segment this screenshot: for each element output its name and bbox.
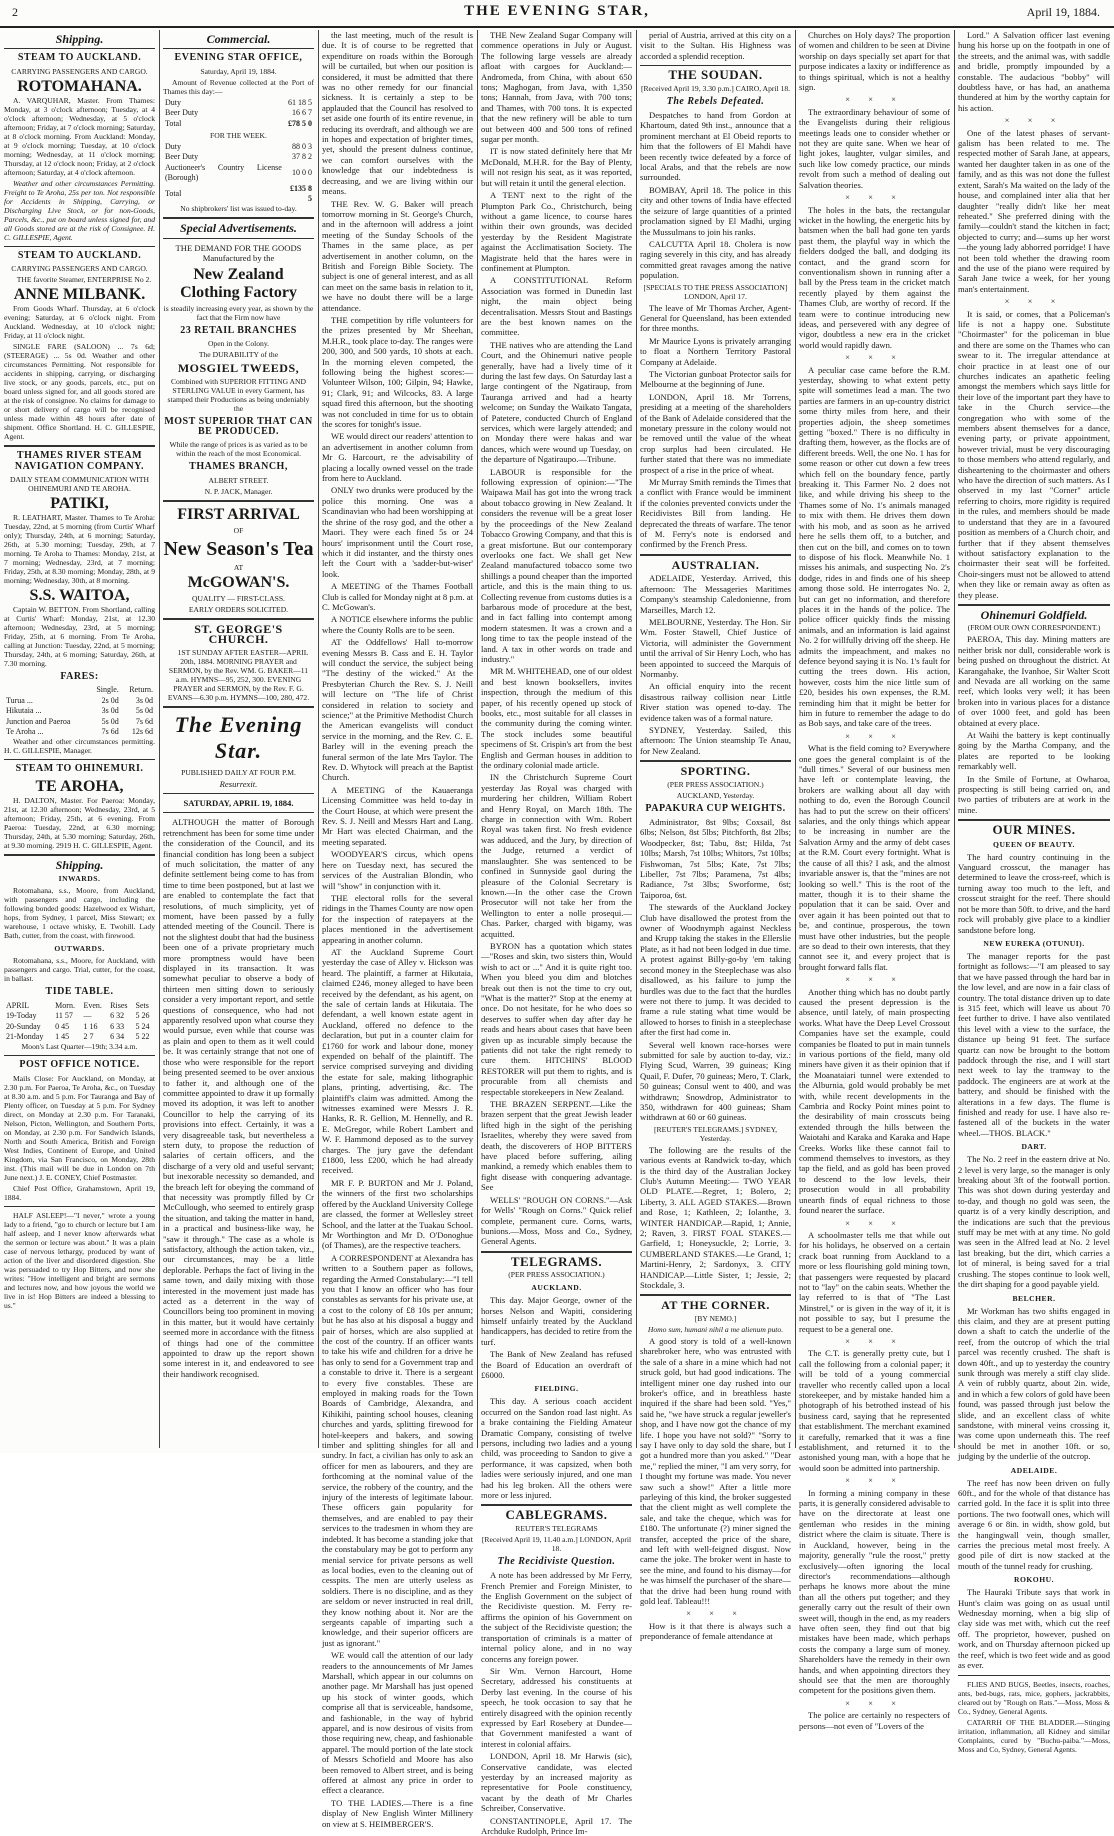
news-paragraph: ADELAIDE, Yesterday. Arrived, this afternoon: The Messageries Maritimes Company's steamship Caledonienne, from Marseilles, March 12. bbox=[640, 573, 791, 615]
story-heading: PAPAKURA CUP WEIGHTS. bbox=[645, 802, 786, 814]
ad-title: New Zealand Clothing Factory bbox=[180, 265, 297, 301]
advertisement: HALF ASLEEP!—"I never," wrote a young lady to a friend, "go to church or lecture but I am half asleep, and I never know afterwards what the sermon or lecture was about." It was a plain case of nervous lethargy, produced by want of action of the liver and disordered digestion. She was persuaded to try Hop Bitters, and now she writes: "How intelligent and bright are sermons and lectures now, and how joyous the world we live in is! Hop Bitters are indeed a blessing to us." bbox=[4, 1210, 155, 1310]
byline: [BY NEMO.] bbox=[694, 1313, 737, 1323]
ship-name: TE AROHA, bbox=[35, 777, 124, 795]
dateline: FIELDING. bbox=[534, 1384, 579, 1394]
news-paragraph: IT is now stated definitely here that Mr McDonald, M.H.R. for the Bay of Plenty, will not resign his seat, as it was reported, but will retain it until the general election. bbox=[481, 146, 632, 188]
ad-text: Open in the Colony. bbox=[207, 339, 270, 349]
dateline: AUCKLAND, Yesterday. bbox=[676, 790, 755, 800]
table-row: Auctioneer's Country License (Borough) 10 0 0 bbox=[165, 162, 312, 183]
page-number: 2 bbox=[12, 5, 18, 19]
news-paragraph: LONDON, April 18. Mr Torrens, presiding at a meeting of the shareholders of the Bank of Adelaide considered that the monetary pressure in the colony would not be removed until the value of the wheat crop surplus had been circulated. He further stated that there was no immediate prospect of a rise in the price of wheat. bbox=[640, 391, 791, 475]
news-paragraph: One of the latest phases of servant-galism has been related to me. The respected mother of Sarah Jane, at appears, wanted her daughter taken in as one of the family, and as this was not done the fullest extent, Sarah's Ma waited on the lady of the house, and complained inter alia that her daughter "really didn't like her meat reheated." She preferred dining with the family—couldn't stand the kitchen in fact; objected to curry; and—sums up her worst—the young lady abhorred porridge! I have not been told whether the drawing room and the use of the piano were required by Sarah Jane twice a week, for her young man's entertainment. bbox=[958, 127, 1110, 294]
news-paragraph: THE Rev. W. G. Baker will preach tomorrow morning in St. George's Church, and in the afternoon will address a joint meeting of the Sunday Schools of the Thames in the same place, as per advertisement in another column, on the British and Foreign Bible Society. The subject is one of general interest, and as all can meet on the same basis in relation to it, we have no doubt there will be a large attendance. bbox=[322, 198, 473, 313]
ad-text: EARLY ORDERS SOLICITED. bbox=[188, 604, 289, 614]
table-row: APRIL Morn. Even. Rises Sets bbox=[6, 1000, 149, 1010]
news-paragraph: Another thing which has no doubt partly caused the present depression is the absence, until lately, of main prospecting works. What have the Deep Level Crossout Companies have set the example, could companies be floated to put in main tunnels in various portions of the field, many old miners have given it as their opinion that if the Moanataiari tunnel were extended to the Alburnia, gold would probably be met with, while recent developments in the Cambria and Rocky Point mines point to the desirability of main crosscuts being extended through the hills between the Waiotahi and Karaka and Karaka and Hape Creeks. Works like these cannot fail to commend themselves to investors, as they tap the field, and as gold has been proved to descend to the low levels, their prosecution would in all probability unearth finds of equal richness to those found nearer the surface. bbox=[799, 986, 950, 1216]
issue-date: April 19, 1884. bbox=[1026, 5, 1100, 19]
table-row: Single. Return. bbox=[96, 685, 153, 695]
news-paragraph: MR F. P. BURTON and Mr J. Poland, the winners of the first two scholarships offered by the Auckland University College are classed, the former at Wellesley street School, and the latter at the Tuakau School. Mr Worthington and Mr D. O'Donoghue (of Thames), are the respective teachers. bbox=[322, 1177, 473, 1251]
news-paragraph: THE natives who are attending the Land Court, and the Ohinemuri native people generally, have had a lively time of it during the last few days. On Saturday last a large contingent of the Ngatiraup, from Tauranga arrived and had a hearty welcome; on Sunday the Waikato Tangata, of Patetere, conducted Church of England services, which were largely attended; and on Monday there were hakas and war dances, which were wound up Tuesday, on the departure of Ngatiraupo.—Tribune. bbox=[481, 339, 632, 465]
table-row: Te Aroha ... 7s 6d 12s 6d bbox=[6, 727, 153, 737]
news-paragraph: MELBOURNE, Yesterday. The Hon. Sir Wm. Foster Stawell, Chief Justice of Victoria, will administer the Government until the arrival of Sir Henry Loch, who has been appointed to succeed the Marquis of Normanby. bbox=[640, 616, 791, 679]
ad-text: THE favorite Steamer, ENTERPRISE No 2. bbox=[16, 275, 152, 285]
news-paragraph: THE New Zealand Sugar Company will commence operations in July or August. The following large vessels are already afloat with cargoes for Auckland:—Andromeda, from China, with about 650 tons; Maghogan, from Java, with 1,350 tons; Hannah, from Java, with 700 tons; and Thames, with 700 tons. It is expected that the new refinery will be able to turn out between 400 and 500 tons of refined sugar per month. bbox=[481, 30, 632, 145]
ad-text: N. P. JACK, Manager. bbox=[204, 486, 273, 496]
story-heading: NEW EUREKA (OTUNUI). bbox=[983, 938, 1085, 948]
revenue-table bbox=[163, 98, 314, 129]
news-paragraph: WELLS' "ROUGH ON CORNS."—Ask for Wells' "Rough on Corns." Quick relief complete, permanent cure. Corns, warts, bunions.—Moss, Moss and Co., Sydney, General Agents. bbox=[481, 1194, 632, 1247]
paper-motto: Resurrexit. bbox=[219, 778, 258, 789]
ad-text: Combined with SUPERIOR FITTING AND STERLING VALUE in every Garment, has stamped their Productions as being undeniably the bbox=[167, 376, 310, 413]
news-paragraph: The following are the results of the various events at Randwick to-day, which is the third day of the Australian Jockey Club's Autumn Meeting:— TWO YEAR OLD PLATE.—Regret, 1; Bolero, 2; Liberty, 3. ALL AGED STAKES.—Brown and Rose, 1; Kathleen, 2; Iolanthe, 3. WINTER HANDICAP.—Rapid, 1; Annie, 2; Raven, 3. FIRST FOAL STAKES.—Garfield, 1; Honeysuckle, 2; Lorrie, 3. CUMBERLAND STAKES.—Le Grand, 1; Martini-Henry, 2; Sardonyx, 3. CITY HANDICAP.—Little Sister, 1; Jessie, 2; Stockdale, 3. bbox=[640, 1144, 791, 1291]
news-paragraph: PAEROA, This day. Mining matters are neither brisk nor dull, considerable work is being pushed on throughout the district. At Karangahake, the Ivanhoe, Sir Walter Scott and Nevada are all working on the same reef, which looks very well; it has been broken into in various places for a distance of over 1000 feet, and gold has been obtained at every place. bbox=[958, 634, 1110, 728]
office-heading: EVENING STAR OFFICE, bbox=[174, 52, 303, 64]
table-row: Duty 88 0 3 bbox=[165, 142, 312, 152]
news-paragraph: ONLY two drunks were produced by the police this morning. One was a Scandinavian who had been worshipping at the shrine of the rosy god, and the other a Maori. They were each fined 5s or 24 hours' imprisonment until the Court rose, which it did instanter, and the thirsty ones left the Court with a 'sadder-but-wiser' look. bbox=[322, 485, 473, 579]
ad-highlight: MOST SUPERIOR THAT CAN BE PRODUCED. bbox=[164, 415, 313, 437]
news-paragraph: AT the Oddfellows' Hall to-morrow evening Messrs B. Cass and E. H. Taylor will conduct the service, the subject being "The destiny of the wicked." At the Presbyterian Church the Rev. S. J. Neill will lecture on "The life of Christ considered in relation to society and science;" at the Primitive Methodist Church the American evangelists will conduct service in the morning, and the Rev. C. E. Barley will in the evening preach the funeral sermon of the late Mrs Taylor. The Rev. D. Whytock will preach at the Baptist Church. bbox=[322, 637, 473, 783]
tide-heading: TIDE TABLE. bbox=[45, 986, 114, 998]
paper-title: The Evening Star. bbox=[174, 711, 303, 763]
ad-heading: STEAM TO AUCKLAND. bbox=[17, 249, 142, 261]
news-paragraph: How is it that there is always such a preponderance of female attendance at bbox=[640, 1620, 791, 1642]
news-paragraph: The Hauraki Tribute says that work in Hunt's claim was going on as usual until Wednesday morning, when a big slip of clay side was met with, which cut the reef off. The proprietor, however, pushed on work, and on Thursday afternoon picked up the reef, which is two feet wide and as good as ever. bbox=[958, 1587, 1110, 1671]
section-heading: SPORTING. bbox=[680, 764, 751, 779]
news-paragraph: Sir Wm. Vernon Harcourt, Home Secretary, addressed his constituents at Derby last evening. In the course of his speech, he took occasion to say that he entirely disagreed with the opinion recently expressed by Earl Rosebery at Dundee—that Government manifested a want of interest in colonial affairs. bbox=[481, 1665, 632, 1749]
section-heading: AUSTRALIAN. bbox=[671, 557, 760, 572]
news-paragraph: BOMBAY, April 18. The police in this city and other towns of India have effected the seizure of large quantities of a printed proclamation signed by El Madhi, urging the Mussulmans to join his ranks. bbox=[640, 184, 791, 237]
table-row: Junction and Paeroa 5s 0d 7s 6d bbox=[6, 716, 153, 726]
ad-text: AT bbox=[233, 562, 244, 572]
ad-title: ST. GEORGE'S CHURCH. bbox=[194, 621, 283, 647]
separator: × × × bbox=[845, 1217, 904, 1228]
news-paragraph: The No. 2 reef in the eastern drive at No. 2 level is very large, so the manager is only breaking about 3ft of the footwall portion. This was shot down during yesterday and to-day, and though no gold was seen, the quartz is of a very kindly description, and the indications are such that the previous stuff may be met with at any time. No gold was seen in the Alfred lead at No. 2 level last breaking, but the dirt, which carries a lot of mineral, is being saved for a trial crushing. The stopes continue to look well, the dirt shaping for a good payable yield. bbox=[958, 1154, 1110, 1290]
news-paragraph: What is the field coming to? Everywhere one goes the general complaint is of the "dull times." Several of our business men have left or contemplate leaving, the brokers are walking about all day with nothing to do, even the Borough Council has had to put the screw on their officers' salaries, and the only things which appear to be increasing in number are the Salvation Army and the army of debt cases at the R.M. Court every fortnight. What is the cause of all this? I ask, and the almost invariable answer is, that the "mines are not looking so well." This is the root of the matter, though it is to their shame the population that it can be said. Over and over again it has been pointed out that to be, and continue, prosperous, the town must have other industries, but the people are so dead to their own interests, that they cannot see it, and every project that is brought forward falls flat. bbox=[799, 743, 950, 972]
shipping-heading: Shipping. bbox=[55, 857, 104, 872]
section-subheading: (PER PRESS ASSOCIATION.) bbox=[667, 779, 764, 789]
section-heading: INWARDS. bbox=[58, 874, 101, 884]
separator: × × × bbox=[686, 1608, 745, 1619]
news-paragraph: The hard country continuing in the Vanguard crosscut, the manager has determined to leave the cross-reef, which is turning away too much to the left, and crosscut straight for the reef. There should not be more than 50ft. to drive, and the hard rock will probably give place to a kindlier sandstone before long. bbox=[958, 851, 1110, 935]
news-paragraph: Despatches to hand from Gordon at Khartoum, dated 9th inst., announce that a prominent merchant at El Obeid reports to him that the followers of El Mahdi have been recently twice defeated by a force of local Arabs, and that the rebels are now surrounded. bbox=[640, 110, 791, 183]
column-2 bbox=[159, 30, 318, 1448]
ad-text: A. VARQUHAR, Master. From Thames: Monday, at 3 o'clock afternoon; Tuesday, at 4 o'clock afternoon; Wednesday, at 5 o'clock afternoon; Friday, at 7 o'clock morning; Saturday, at 8 o'clock morning. From Auckland: Monday, at 9 o'clock morning; Tuesday, at 10 o'clock morning; Wednesday, at 11 o'clock morning; Thursday, at 12 o'clock noon; Friday, at 2 o'clock afternoon; Saturday, at 4 o'clock afternoon. bbox=[4, 95, 155, 177]
news-paragraph: The leave of Mr Thomas Archer, Agent-General for Queensland, has been extended for three months. bbox=[640, 302, 791, 334]
section-heading: FOR THE WEEK. bbox=[210, 131, 267, 141]
revenue-week-table bbox=[163, 142, 314, 204]
fares-table bbox=[4, 685, 155, 737]
story-heading: The Rebels Defeated. bbox=[666, 95, 765, 107]
news-paragraph: Mails Close: For Auckland, on Monday, at 2.30 p.m. For Paeroa, Te Aroha, &c., on Tuesday at 8.30 a.m. and 5 p.m. For Tauranga and Bay of Plenty officer, on Tuesday at 5 p.m. For Sydney direct, on Monday at 2.30 p.m. For Taranaki, Nelson, Picton, Wellington, and Southern Ports, on Monday, at 2.30 p.m. For Sandwich Islands, North and South America, British and Foreign West Indies, Continent of Europe, and United Kingdom, via San Francisco, on Monday, 28th inst. (This mail will be due in London on 7th June next.) J. E. CONEY, Chief Postmaster. bbox=[4, 1073, 155, 1182]
news-paragraph: In the Smile of Fortune, at Owharoa, prospecting is still being carried on, and two parties of tributers are at work in the mine. bbox=[958, 773, 1110, 815]
news-paragraph: A good story is told of a well-known sharebroker here, who was entrusted with the sale of a share in a mine which had not struck gold, but had good indications. The intelligent miner one day rushed into our broker's office, and in breathless haste inquired if the share had been sold. "Yes," said he, "we have struck a regular jeweller's shop, and I have now got the chance of my life. I hope you have not sold?" "Sorry to say I have only to day sold the share, but I got a hundred more than you asked." "Dear me," replied the miner, "I am very sorry, for I thought my fortune was made. You never saw such a show!" After a little more parleying of this kind, the broker suggested that the client might as well complete the sale, and take the cheque, which was for £180. The unfortunate (?) miner signed the transfer, accepted the price of the share, and left with well-feigned disgust. Now came the joke. The broker went in haste to see the mine, and found to his dismay—for he was himself the purchaser of the share—that the drive had been hung round with gold leaf. Tableau!!! bbox=[640, 1335, 791, 1607]
news-paragraph: CALCUTTA April 18. Cholera is now raging severely in this city, and has already committed great ravages among the native population. bbox=[640, 238, 791, 281]
section-heading: Ohinemuri Goldfield. bbox=[980, 607, 1088, 622]
newspaper-title: THE EVENING STAR, bbox=[464, 3, 650, 19]
news-paragraph: In forming a mining company in these parts, it is generally considered advisable to have on the directorate at least one gentleman who resides in the mining district where the claim is situate. There is in Auckland, however, being in the majority, generally "rule the roost," pretty exclusively—often ignoring the local director's recommendations—although perhaps he knows more about the mine than all the others put together; and they generally carry out the result of their own sweet will, though in the end, as my readers have often seen, they find out that big mistakes have been made, which perhaps costs the company a large sum of money. Shareholders have the remedy in their own hands, and when appointing directors they should see that the men are thoroughly competent for the positions given them. bbox=[799, 1487, 950, 1696]
ad-text: R. LEATHART, Master. Thames to Te Aroha: Tuesday, 22nd, at 5 morning (from Curtis' Wharf only); Thursday, 24th, at 6 morning; Saturday, 26th, at 5.30 morning; Tuesday, 29th, at 7 morning. Te Aroha to Thames: Monday, 21st, at 7 morning; Wednesday, 23rd, at 7 morning; Friday, 25th, at 8.30 morning; Monday, 28th, at 9 morning; Wednesday, 30th, at 8 morning. bbox=[4, 513, 155, 586]
news-paragraph: This day. A serious coach accident occurred on the Sandon road last night. As a brake containing the Fielding Amateur Dramatic Company, consisting of twelve persons, including two ladies and a young child, was proceeding to Sandon to give a performance, it was capsized, when both ladies were seriously injured, and one man had his leg broken. All the others were more or less injured. bbox=[481, 1396, 632, 1501]
news-paragraph: IN the Christchurch Supreme Court yesterday Jas Royal was charged with murdering her children, William Robert and Henry Royal, on March 18th. The charge in connection with Wm. Robert Royal was taken first. No fresh evidence was adduced, and the Jury, by direction of the Judge, returned a verdict of manslaughter. She was sentenced to be confined in Sunnyside gaol during the pleasure of the Colonial Secretary is known.—In the other case the Crown Prosecutor will not take her from the Wellington to enter a nolle prosequi.—Chas. Parker, charged with bigamy, was acquitted. bbox=[481, 772, 632, 939]
story-heading: QUEEN OF BEAUTY. bbox=[993, 839, 1075, 849]
commercial-heading: Commercial. bbox=[206, 32, 271, 46]
dateline: [Received April 19, 3.30 p.m.] CAIRO, April 18. bbox=[640, 83, 791, 93]
news-paragraph: Mr Murray Smith reminds the Times that a conflict with France would be imminent if the colonies prevented convicts under the Recidivistes Bill from landing. He deprecated the threats of warfare. The tenor of M. Ferry's note is endorsed and confirmed by the French Press. bbox=[640, 477, 791, 550]
section-subheading: (PER PRESS ASSOCIATION.) bbox=[508, 1270, 605, 1280]
separator: × × × bbox=[845, 352, 904, 363]
ad-text: While the range of prices is as varied as to be within the reach of the most Economical. bbox=[169, 440, 308, 459]
ad-subheading: CARRYING PASSENGERS AND CARGO. bbox=[11, 66, 148, 76]
separator: × × × bbox=[845, 1475, 904, 1486]
ad-text: ALBERT STREET. bbox=[208, 475, 269, 485]
columns bbox=[0, 30, 1114, 1836]
news-paragraph: Rotomahana, s.s., Moore, for Auckland, with passengers and cargo. Trial, cutter, for the coast, in ballast. bbox=[4, 956, 155, 984]
news-paragraph: A MEETING of the Kauaeranga Licensing Committee was held to-day in the Court House, at which were present the Rev. S. J. Neill and Messrs Hart and Lang. Mr Hart was elected Chairman, and the meeting separated. bbox=[322, 784, 473, 847]
news-paragraph: THE electoral rolls for the several ridings in the Thames County are now open for the inspection of ratepayers at the places mentioned in the advertisement appearing in another column. bbox=[322, 892, 473, 945]
news-paragraph: No shipbrokers' list was issued to-day. bbox=[180, 204, 297, 214]
news-paragraph: BYRON has a quotation which states—"Roses and skin, two sisters thin, Would wish to act or ..." And it is quite right too. When you bleed you dim and blotches break out then is not the time to cry out, "What is the matter?" Stop at the enemy at once. Do not hesitate, for he who does so deserves to suffer when day after day he reads and hears about cases that have been given up as incurable simply because the patients did not take the right remedy to cure them. HITCHINS' BLOOD RESTORER will put them to rights, and is procurable from all chemists and respectable storekeepers in New Zealand. bbox=[481, 940, 632, 1097]
table-row: 20-Sunday 0 45 1 16 6 33 5 24 bbox=[6, 1021, 150, 1031]
ad-text: H. DALTON, Master. For Paeroa: Monday, 21st, at 12.30 afternoon; Wednesday, 23rd, at 5 afternoon; Friday, 25th, at 6 evening. From Paeroa: Tuesday, 22nd, at 6.30 morning; Thursday, 24th, at 5.30 morning; Saturday, 26th, at 9.30 morning. 2919 H. C. GILLESPIE, Agent. bbox=[4, 795, 155, 850]
separator: × × × bbox=[1004, 296, 1064, 307]
section-heading: CABLEGRAMS. bbox=[505, 1507, 608, 1523]
advertisement: FLIES AND BUGS, Beetles, insects, roaches, ants, bed-bugs, rats, mice, gophers, jackrabbits, cleared out by "Rough on Rats."—Moss, Moss & Co., Sydney, General Agents. bbox=[958, 1679, 1110, 1716]
news-paragraph: Chief Post Office, Grahamstown, April 19, 1884. bbox=[4, 1183, 155, 1202]
news-paragraph: The C.T. is generally pretty cute, but I call the following from a colonial paper; it will be told of a young commercial traveller who recently called upon a local storekeeper, and by mistake handed him a photograph of his betrothed instead of his business card, saying that he represented that establishment. The merchant examined it carefully, remarked that it was a fine establishment, and returned it to the astonished young man, with a hope that he would soon be admitted into partnership. bbox=[799, 1348, 950, 1473]
shipping-heading: Shipping. bbox=[55, 32, 104, 46]
story-heading: DART. bbox=[1021, 1142, 1047, 1152]
ad-heading: STEAM TO AUCKLAND. bbox=[17, 52, 142, 64]
news-paragraph: Mr Maurice Lyons is privately arranging to float a Northern Territory Pastoral Company at Adelaide. bbox=[640, 335, 791, 367]
ad-highlight: MOSGIEL TWEEDS, bbox=[177, 361, 300, 376]
news-paragraph: A NOTICE elsewhere informs the public where the County Rolls are to be seen. bbox=[322, 614, 473, 635]
tide-table bbox=[4, 1001, 155, 1043]
news-paragraph: WE would direct our readers' attention to an advertisement in another column from Mr G. Harcourt, re the advisability of placing a locally owned vessel on the trade from here to Auckland. bbox=[322, 431, 473, 484]
ad-text: Captain W. BETTON. From Shortland, calling at Curtis' Wharf: Monday, 21st, at 12.30 afternoon; Wednesday, 23rd, at 5 morning; Friday, 25th, at 6 morning. From Te Aroha, calling at Junction: Tuesday, 22nd, at 5 morning; Thursday, 24th, at 6 morning; Saturday, 26th, at 7.30 morning. bbox=[4, 605, 155, 669]
table-row: Turua ... 2s 0d 3s 0d bbox=[6, 695, 153, 705]
separator: × × × bbox=[845, 1335, 904, 1346]
news-paragraph: The Bank of New Zealand has refused the Board of Education an overdraft of £6000. bbox=[481, 1349, 632, 1380]
separator: × × × bbox=[845, 974, 904, 985]
fares-heading: FARES: bbox=[60, 671, 99, 683]
news-paragraph: Mr Workman has two shifts engaged in this claim, and they are at present putting down a shaft to catch the underlie of the reef, from the outcrop of which the trial parcel was recently crushed. The shaft is down 40ft., and up to yesterday the country sunk through was merely a stiff clay slide. A vein of rubbly quartz, about 2in. wide, and in which a few colors of gold have been found, was passed through just below the slide, and an excellent class of white sandstone, with mineral veins crossing it, was come upon underneath this. The reef should be met in another 10ft. or so, judging by the underlie of the outcrop. bbox=[958, 1305, 1111, 1462]
table-row: Total £78 5 0 bbox=[165, 118, 312, 128]
story-heading: The Recidiviste Question. bbox=[497, 1555, 616, 1567]
table-row: Hikutaia ... 3s 0d 5s 0d bbox=[6, 706, 153, 716]
section-heading: AT THE CORNER. bbox=[661, 1298, 770, 1313]
table-row: Beer Duty 16 6 7 bbox=[165, 108, 312, 118]
ship-name: ANNE MILBANK. bbox=[13, 286, 146, 304]
news-paragraph: Rotomahana, s.s., Moore, from Auckland, with passengers and cargo, including the following bonded goods: Hazelwood ex Wishart, hops, from Sydney, 1 parcel, Miss Stewart; ex warehouse, 1 octave whisky, E. Twohill. Lady Bath, cutter, from the coast, with firewood. bbox=[4, 886, 155, 941]
news-paragraph: Several well known race-horses were submitted for sale by auction to-day, viz.: Flying Scud, Warren, 39 guineas; King Quail, F. Dufer, 70 guineas; Mero, T. Clark, 50 guineas; Consul went to 400, and was withdrawn; Snowdrop, Administrator to 350, withdrawn for 400 guineas; Sham withdrawn at 60 or 60 guineas. bbox=[640, 1039, 791, 1123]
ad-text: QUALITY — FIRST-CLASS. bbox=[192, 593, 285, 603]
news-paragraph: A note has been addressed by Mr Ferry, French Premier and Foreign Minister, to the English Government on the subject of the Recidiviste question. M. Ferry re-affirms the opinion of his Government on the subject of the Recidiviste question; the transportation of criminals is a matter of internal policy alone, and in no way concerns any foreign power. bbox=[481, 1570, 632, 1664]
news-paragraph: The Victorian gunboat Protector sails for Melbourne at the beginning of June. bbox=[640, 368, 791, 390]
tide-note: Moon's Last Quarter—19th; 3.34 a.m. bbox=[21, 1042, 138, 1052]
dateline: [SPECIALS TO THE PRESS ASSOCIATION] LONDON, April 17. bbox=[643, 282, 788, 301]
separator: × × × bbox=[845, 1697, 904, 1708]
news-paragraph: SYDNEY, Yesterday. Sailed, this afternoon: The Union steamship Te Anau, for New Zealand. bbox=[640, 724, 791, 756]
news-paragraph: LONDON, April 18. Mr Harwis (sic), Conservative candidate, was elected yesterday by an increased majority as representative for Poole constituency, vacant by the death of Mr Charles Schreiber, Conservative. bbox=[481, 1751, 632, 1814]
news-paragraph: It is said, or comes, that a Policeman's life is not a happy one. Substitute "Choirmaster" for the policeman in blue and there are some on the Thames who can swear to it. The irregular attendance at choir practice in at least one of our churches indicates an apathetic feeling amongst the members which says little for their love of the important part they have to take in the Church service—the congregation who with some of the members absent themselves for a dance, evening party, or private appointment, however trivial, must be very discouraging to those members who attend regularly, and disheartening to the choirmaster and others who have the direction of such matters. As I observed in my last "Corner" article referring to choirs, more rigidity is required in the rules, and members should be made to understand that they are in a favoured position as members of a Church choir, and further that if they absent themselves without satisfactory explanation to the choirmaster their seat will be forfeited. Choir-singers must not be allowed to attend when they like or remain away as often as they please. bbox=[958, 308, 1110, 600]
news-paragraph: Amount of Revenue collected at the Port of Thames this day:— bbox=[163, 77, 314, 96]
table-row: 19-Today 11 57 — 6 32 5 26 bbox=[6, 1011, 150, 1021]
news-paragraph: perial of Austria, arrived at this city on a visit to the Sultan. His Highness was accorded a splendid reception. bbox=[640, 30, 791, 61]
post-heading: POST OFFICE NOTICE. bbox=[19, 1059, 140, 1071]
paper-date: SATURDAY, APRIL 19, 1884. bbox=[183, 797, 294, 808]
story-heading: ADELAIDE. bbox=[1010, 1465, 1058, 1475]
ad-text: THE DEMAND FOR THE GOODS Manufactured by the bbox=[175, 242, 302, 264]
news-paragraph: A CONSTITUTIONAL Reform Association was formed in Dunedin last night, the main object being decentralisation. Messrs Stout and Bastings are the best known names on the committee. bbox=[481, 275, 632, 338]
ad-text: is steadily increasing every year, as shown by the fact that the Firm now have bbox=[163, 303, 314, 322]
column-4 bbox=[477, 30, 636, 1836]
news-paragraph: The stewards of the Auckland Jockey Club have disallowed the protest from the owner of Woodnymph against Neckless and Krupp taking the stakes in the Ellerslie Plate, as it had not been lodged in due time. A protest against Billy-go-by 'em taking second money in the Steeplechase was also disallowed, as his failure to jump the hurdles was due to the fact that the hurdles were not there to jump. It was decided to frame a rule stating what time would be allowed to horses to finish in a steeplechase after the first had come in. bbox=[640, 902, 791, 1038]
news-paragraph: Churches on Holy days? The proportion of women and children to be seen at Divine worship on days specially set apart for that purpose indicates a laxity or indifference as to things spiritual, which is not a healthy sign. bbox=[799, 30, 950, 93]
ad-title: New Season's Tea bbox=[163, 537, 314, 560]
news-paragraph: TO THE LADIES.—There is a fine display of New English Winter Millinery on view at S. HEIMBERGER'S. bbox=[322, 1797, 473, 1829]
column-1 bbox=[0, 30, 159, 1448]
advertisement: CATARRH OF THE BLADDER.—Stinging irritation, inflammation, all Kidney and similar Complaints, cured by "Buchu-paiba."—Moss, Moss and Co, Sydney, General Agents. bbox=[958, 1717, 1110, 1754]
ad-highlight: 23 RETAIL BRANCHES bbox=[180, 324, 297, 336]
ad-highlight: THAMES BRANCH, bbox=[189, 461, 288, 473]
ad-title: McGOWAN'S. bbox=[187, 573, 290, 591]
dateline: [REUTER'S TELEGRAMS.] SYDNEY, Yesterday. bbox=[653, 1124, 777, 1143]
news-paragraph: The holes in the bats, the rectangular wicket in the howling, the energetic hits by batsmen when the ball had gone ten yards past them, the playful way in which the fielders dodged the ball, and dodging its contact, and the grand scorn for conventionalism shown in running after a ball by the Press team in the cricket match recently played by them against the Thames Club, are worthy of record. If the team were to continue introducing new ideas, and persevered with any degree of vigor, doubtless a new era in the cricket world would rapidly dawn. bbox=[799, 204, 950, 350]
news-paragraph: The reef has now been driven on fully 60ft., and for the whole of that distance has carried gold. In the face it is split into three portions. The two footwall ones, which will average 6 or 8in. in width, show gold, but the hangingwall vein, though smaller, carries the precious metal most freely. A good pile of dirt is now stacked at the mouth of the tunnel ready for crushing. bbox=[958, 1477, 1110, 1571]
ad-heading: STEAM TO OHINEMURI. bbox=[15, 763, 144, 775]
news-paragraph: THE competition by rifle volunteers for the prizes presented by Mr Sheehan, M.H.R., took place to-day. The ranges were 200, 300, and 500 yards, 10 shots at each. In the morning eleven competed, the following being the highest scores:—Volunteer Wilson, 100; Gilpin, 94; Hawke, 91; Clark, 91; and Wilcocks, 83. A large squad fired this afternoon, but the shooting was not concluded in time for us to obtain the scores for tonight's issue. bbox=[322, 314, 473, 430]
section-heading: THE SOUDAN. bbox=[668, 67, 763, 83]
story-heading: BELCHER. bbox=[1012, 1293, 1056, 1303]
news-paragraph: THE BRAZEN SERPENT.—Like the brazen serpent that the great Jewish leader lifted high in the sight of the perishing Israelites, whereby they were saved from death, the discoverers of HOP BITTERS have placed before suffering, ailing mankind, a remedy which enables them to fight disease with conquering advantage. See bbox=[481, 1099, 632, 1193]
ad-text: OF bbox=[233, 525, 244, 535]
ad-text: SINGLE FARE (SALOON) ... 7s 6d; (STEERAGE) ... 5s 0d. Weather and other circumstances Permitting. Not responsible for accidents in shipping, carrying, or discharging live stock, or any goods, parcels, etc., put on board unless signed for, and all goods stored are at the risk of consignee. No claims for damage to or short delivery of cargo will be recognised unless made within 48 hours after date of shipment. Office Shortland. H. C. GILLESPIE, Agent. bbox=[4, 342, 155, 442]
news-paragraph: This day. Major George, owner of the horses Nelson and Wapiti, considering himself unfairly treated by the Auckland handicappers, has decided to retire from the turf. bbox=[481, 1295, 632, 1347]
table-row: 21-Monday 1 45 2 7 6 34 5 22 bbox=[6, 1031, 150, 1041]
separator: × × × bbox=[1004, 115, 1064, 126]
separator: × × × bbox=[845, 730, 904, 741]
ship-name: PATIKI, bbox=[50, 495, 109, 513]
ad-subheading: CARRYING PASSENGERS AND CARGO. bbox=[11, 264, 148, 274]
section-subheading: REUTER'S TELEGRAMS bbox=[515, 1523, 598, 1533]
news-paragraph: A peculiar case came before the R.M. yesterday, showing to what extent petty spite will sometimes lead a man. The two parties are farmers in an up-country district some thirty miles from here, and their properties adjoin, the sheep sometimes getting "boxed." There is no difficulty in drafting them, however, as the flocks are of different breeds. Well, the one No. 1 has for some reason or other cut down a few trees which fell on the boundary fence, partly breaking it. This Farmer No. 2 does not like, and while driving his sheep to the Thames some of No. 1's animals managed to mix with them. He drives them down with his mob, and as soon as he arrived here he sells them off, to a butcher, and then cut on the bill, and comes on to town to dispose of his flock. Meanwhile No. 1 misses his animals, and suspecting No. 2's dodge, rides in and finds one of his sheep among those sold. He interrogates No. 2, but can get no information, and therefore places it in the hands of the police. The police officer quickly finds the missing animals, and an information is laid against No. 2 for willfully driving off the sheep. He admits the impeachment, and makes no defence beyond saying it is No. 1's fault for cutting the trees down. His action, however, costs him the nice little sum of £20, besides his own expenses, the R.M. reminding him that it might be better for him in future to remember the adage to do as Bob says, and take care of the trees. bbox=[799, 364, 950, 729]
paper-subtitle: PUBLISHED DAILY AT FOUR P.M. bbox=[181, 767, 296, 777]
news-paragraph: LABOUR is responsible for the following expression of opinion:—"The Waipawa Mail has got into the wrong track about tobacco growing in New Zealand. It considers the revenue will be a great loser by the proceedings of the New Zealand Tobacco Growing Company, and that this is a great misfortune. But our contemporary overlooks one fact. We shall get New Zealand manufactured tobacco some two shillings a pound cheaper than the imported article, and this is the main thing to us. Collecting revenue from customs duties is a barbarous mode of procedure at the best, and in fact falling into contempt among modern statesmen. It was a crown and a long time to tax the people instead of the land. A tax in other words on trade and industry." bbox=[481, 466, 632, 664]
ad-text: 1ST SUNDAY AFTER EASTER—APRIL 20th, 1884. MORNING PRAYER and SERMON, by the Rev. WM. G. BAKER—11 a.m. HYMNS—95, 252, 300. EVENING PRAYER and SERMON, by the Rev. F. G. EVANS—6.30 p.m. HYMNS—100, 280, 472. bbox=[167, 647, 310, 702]
news-paragraph: WE would call the attention of our lady readers to the announcements of Mr James Marshall, which appear in our columns on another page. Mr Marshall has just opened up his stock of winter goods, which comprise all that is serviceable, handsome, and fashionable, in the way of hybrid apparel, and is now desirous of visits from those requiring new, cheap, and fashionable apparel. The mould portion of the late stock of Messrs Schofield and Moore has also been removed to Albert street, and is being offered at almost any price in order to effect a clearance. bbox=[322, 1650, 473, 1796]
section-heading: OUTWARDS. bbox=[54, 944, 105, 954]
column-3 bbox=[318, 30, 477, 1829]
ad-text: The DURABILITY of the bbox=[198, 350, 279, 360]
news-paragraph: A schoolmaster tells me that while out for his holidays, he observed on a certain crack boat running from Auckland to a more or less flourishing gold mining town, that passengers were requested by placard not to "lay" on the cabin seats. Whether the lay referred to is that of "The Last Minstrel," or is given in the way of it, it is not possible to say, but I presume the request to be a general one. bbox=[799, 1229, 950, 1334]
news-paragraph: Lord." A Salvation officer last evening hung his horse up on the footpath in one of the streets, and the animal was, with saddle and bridle, promptly impounded by a constable. The audacious "bobby" will doubtless have, or has had, an anathema thundered at him by the worthy captain for his action. bbox=[958, 30, 1110, 113]
news-paragraph: WOODYEAR'S circus, which opens here on Tuesday next, has secured the services of the Australian Blondin, who will "show" in conjunction with it. bbox=[322, 849, 473, 891]
section-subheading: (FROM OUR OWN CORRESPONDENT.) bbox=[967, 623, 1101, 633]
editorial: ALTHOUGH the matter of Borough retrenchment has been for some time under the consideration of the Council, and its financial condition has long been a subject of much solicitation, the matter of any definite settlement being come to has from time to time been postponed, but at last we are enabled to contemplate the fact that resolutions, of much simplicity, yet of moment, have been passed by a fully attended meeting of the Council. There is not the slightest doubt that had the business been one of a private proprietary much more promptness would have been displayed in its transaction. It was somewhat peculiar to observe a body of thirteen men sitting down to seriously consider a very important report, and settle questions of consequence, who had not apparently resolved upon what course they would pursue, even while that course was as plain and open to them as it well could be. It was certainly strange that not one of those who were responsible for the report being presented seemed to be over anxious to father it, and although one of the committee appointed to draw it up formally moved its adoption, it was left to another Councillor to help the carrying of its provisions into effect. Certainly, it was a very disagreeable task, but nevertheless a stern duty, to propose the reduction of salaries of certain officers, and the discharge of a very old and useful servant; but inexorable necessity so demanded, and the breach left for obeying the command of that necessity was promptly filled by Cr McCullough, who seemed to entirely grasp the situation, and taking the matter in hand, in a practical and business-like way, he "saw it through." The case as a whole is satisfactory, although the action taken, viz., our circumstances, may be a little deplorable. Perhaps the fact of living in the same town, and daily mixing with those interested in the movement just made has acted as a deterrent in the way of Councillors being too prominent in moving in this matter, but it would have certainly seemed more in accordance with the fitness of things had one of the committee appointed to draw up the report shown some interest in it, and endeavored to see their handiwork recognised. bbox=[163, 817, 314, 1379]
news-paragraph: AT the Auckland Supreme Court yesterday the case of Alley v. Hickson was heard. The plaintiff, a farmer at Hikutaia, claimed £246, money alleged to have been received by the defendant, as his agent, on the sale of certain lands at Hikutaia. The defendant, a well known estate agent in Auckland, offered no defence to the declaration, but put in a counter claim for £1760 for work and labour done, money expended on behalf of the plaintiff. The service comprised surveying and dividing the estate for sale, making lithographic plans, printing, advertising, &c. The plaintiff's claim was admitted. Among the witnesses examined were Messrs J. R. Hanks, R. R. Gellion, M. Hennelly, and R. E. McGregor, while Robert Lambert and W. F. Hammond deposed as to the survey charges. The jury gave the defendant £1800, less £200, which he had already received. bbox=[322, 946, 473, 1176]
special-ads-heading: Special Advertisements. bbox=[180, 221, 297, 236]
table-row: Beer Duty 37 8 2 bbox=[165, 152, 312, 162]
news-paragraph: the last meeting, much of the result is due. It is of course to be regretted that expenditure on roads within the Borough will be curtailed, but when our position is considered, it must be admitted that there was no other remedy for our financial sickness. It is certainly a step to be applauded that the Council has resolved to set aside one fourth of its entire revenue, in reducing its overdraft, and although we are in hopes and expectation of brighter times, yet, should the present dulness continue, we can comfort ourselves with the knowledge that our indebtedness is decreasing, and we are living within our means. bbox=[322, 30, 473, 197]
separator: × × × bbox=[845, 192, 904, 203]
masthead bbox=[0, 0, 1114, 28]
motto: Homo sum, humani nihil a me alienum puto. bbox=[647, 1324, 784, 1334]
news-paragraph: The extraordinary behaviour of some of the Evangelists during their religious meetings leads one to consider whether or not they are quite sane. When we hear of light jokes, laughter, vulgar similes, and such like low comedy practice, our minds revolt from such a method of dealing out Salvation theories. bbox=[799, 106, 950, 190]
news-paragraph: MR M. WHITEHEAD, one of our oldest and best known booksellers, invites inspection, through the medium of this paper, of his recently opened up stock of books, etc., most suitable for all classes in the community during the coming winter. The stock includes some beautiful specimens of St. Crispin's art from the best English and German houses in addition to the ordinary colonial made article. bbox=[481, 666, 632, 771]
dateline: AUCKLAND. bbox=[531, 1283, 582, 1293]
column-6 bbox=[795, 30, 954, 1731]
ship-name: ROTOMAHANA. bbox=[17, 77, 142, 95]
news-paragraph: A MEETING of the Thames Football Club is called for Monday night at 8 p.m. at C. McGowan's. bbox=[322, 581, 473, 612]
office-date: Saturday, April 19, 1884. bbox=[200, 66, 277, 76]
separator: × × × bbox=[845, 94, 904, 105]
ad-text: Weather and other circumstances permitting. H. C. GILLESPIE, Manager. bbox=[4, 737, 155, 756]
column-7 bbox=[954, 30, 1114, 1754]
news-paragraph: An official enquiry into the recent disastrous railway collision near Little River station was opened to-day. The evidence taken was of a formal nature. bbox=[640, 681, 791, 723]
ad-subheading: DAILY STEAM COMMUNICATION WITH OHINEMURI AND TE AROHA. bbox=[9, 475, 150, 494]
ad-heading: THAMES RIVER STEAM NAVIGATION COMPANY. bbox=[14, 450, 145, 472]
story-heading: ROKOHU. bbox=[1014, 1575, 1054, 1585]
dateline: [Received April 19, 11.40 a.m.] LONDON, April 18. bbox=[481, 1534, 632, 1553]
section-heading: OUR MINES. bbox=[992, 822, 1076, 838]
news-paragraph: At Waihi the battery is kept continually going by the Martha Company, and the plates are reported to be looking remarkably well. bbox=[958, 730, 1110, 772]
section-heading: TELEGRAMS. bbox=[510, 1253, 603, 1269]
news-paragraph: CONSTANTINOPLE, April 17. The Archduke Rudolph, Prince Im- bbox=[481, 1815, 632, 1836]
news-paragraph: Administrator, 8st 9lbs; Coxsail, 8st 6lbs; Nelson, 8st 5lbs; Pitchforth, 8st 2lbs; Woodpecker, 8st; Tabu, 8st; Hilda, 7st 10lbs; Marsh, 7st 10lbs; Whitors, 7st 10lbs; Fishwoman, 7st 5lbs; Kate, 7st 7lbs; Libeller, 7st 7lbs; Paramena, 7st 4lbs; Radiance, 7st 3lbs; Sworforme, 6st; Taiporoa, 6st. bbox=[640, 817, 791, 900]
ad-text: From Goods Wharf. Thursday, at 6 o'clock evening; Saturday, at 6 o'clock night. From Auckland. Wednesday, at 10 o'clock night; Friday, at 11 o'clock night. bbox=[4, 304, 155, 341]
ad-text: Weather and other circumstances Permitting. Freight to Te Aroha, 25s per ton. Not responsible for Accidents in Shipping, Carrying, or Discharging Live Stock, or for non-Goods, Parcels, &c., put on board unless signed for, and all Goods stored are at the risk of Consignee. H. C. GILLESPIE, Agent. bbox=[4, 178, 155, 242]
news-paragraph: A CORRESPONDENT at Alexandra has written to a Southern paper as follows, regarding the Armed Constabulary:—"I tell you that I know an officer who has four constables as servants for his private use, at a cost to the colony of £8 10s per annum; but he has also at his disposal a buggy and pair of horses, which are also supplied at the cost of the country. If an officer wants to take his wife and children for a drive he has only to send for a Government trap and a constable to drive it. There is a sergeant to every five constables. These are employed in making roads for the Town Boards of Cambridge, Alexandra, and Kihikihi, painting school houses, cleaning churches and yards, splitting firewood for hotel-keepers and bakers, and sowing timber and splitting shingles for all and sundry. In fact, a civilian has only to ask an officer for men as labourers, and they are forthcoming at the nominal value of the service, the robbery of the country, and the injury of the interests of legitimate labour. These officers gain popularity for themselves, and are enabled to pay their services to the tradesmen in whom they are indebted. It has become a standing joke that the constabulary may be got to perform any menial service for private persons as well as local bodies, even to the cleaning out of cesspits. The men are utterly useless as soldiers. There is no discipline, and as they are seldom or never instructed in real drill, they know nothing about it. Nor are the sergeants capable of imparting such a knowledge, and their superior officers are just as ignorant." bbox=[322, 1252, 473, 1648]
column-5 bbox=[636, 30, 795, 1642]
table-row: Duty 61 18 5 bbox=[165, 97, 312, 107]
table-row: Total £135 8 5 bbox=[165, 183, 312, 204]
news-paragraph: The manager reports for the past fortnight as follows:—"I am pleased to say that we have passed through the hard bar in the low level, and are now in a fair class of country. The total distance driven up to date is 315 feet, which will leave us about 70 feet further to drive. I have also ventilated this level with a view to the surface, the distance up being 91 feet. The surface quartz can now be brought to the bottom paddock through the rise, and I will start next week to lay the tramway to the paddock. The engineers are at work at the battery, and should be finished with the alterations in a few days. The flume is finished and ready for use. I have also re-fastened all of the buckets in the water wheel.—THOS. BLACK." bbox=[958, 950, 1110, 1138]
news-paragraph: The police are certainly no respecters of persons—not even of "Lovers of the bbox=[799, 1710, 950, 1731]
news-paragraph: A TENT next to the right of the Plumpton Park Co., Christchurch, being without a game licence, to course hares within their own grounds, was decided yesterday by the Resident Magistrate against the Acclimatisation Society. The Magistrate held that the hares were in confinement at Plumpton. bbox=[481, 190, 632, 273]
ship-name: S.S. WAITOA, bbox=[29, 587, 130, 605]
ad-title: FIRST ARRIVAL bbox=[177, 505, 300, 523]
